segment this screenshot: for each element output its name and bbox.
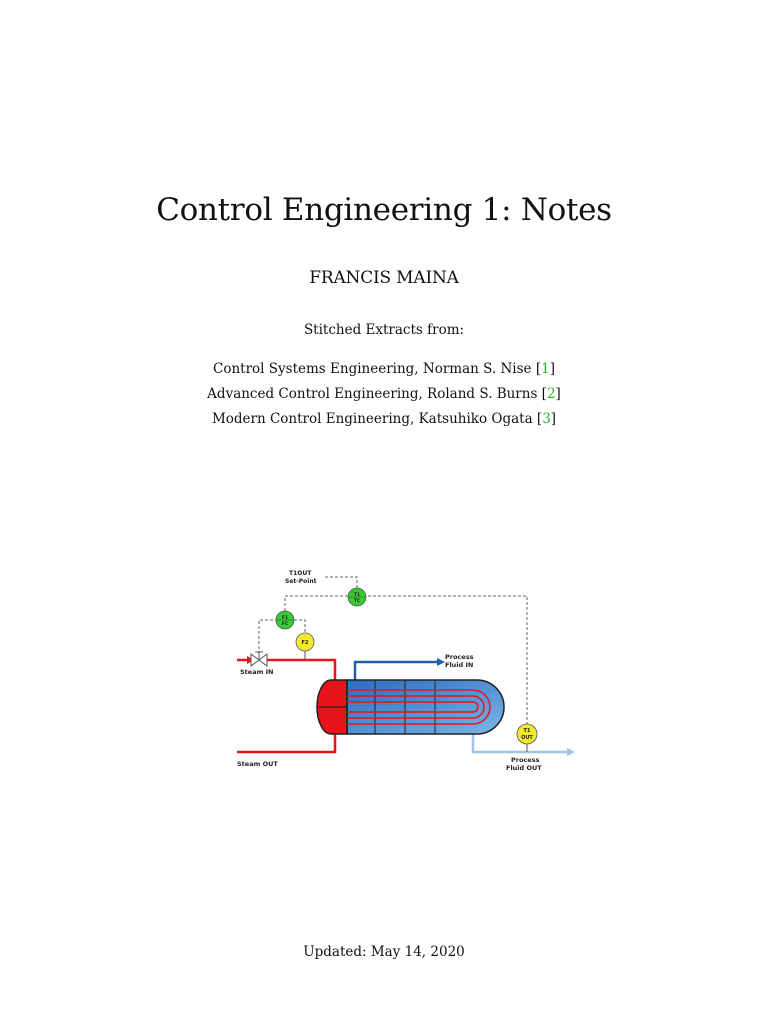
temp-transmitter-label-top: T1 <box>523 728 531 734</box>
process-out-label-1: Process <box>511 756 540 764</box>
citation-link[interactable]: 3 <box>542 411 551 427</box>
reference-item: Advanced Control Engineering, Roland S. Burns [2] <box>207 386 561 402</box>
citation-link[interactable]: 2 <box>546 386 556 402</box>
process-out-label-2: Fluid OUT <box>506 764 542 772</box>
process-in-pipe <box>355 662 439 680</box>
reference-item: Control Systems Engineering, Norman S. Nise [1] <box>213 361 555 377</box>
steam-in-label: Steam IN <box>240 668 274 676</box>
tic-label-top: T1 <box>353 593 361 598</box>
process-out-arrow-icon <box>567 748 575 756</box>
author-name: FRANCIS MAINA <box>309 268 459 288</box>
reference-text: Advanced Control Engineering, Roland S. Burns <box>207 386 538 402</box>
exchanger-shell <box>347 680 504 734</box>
flow-transmitter-label: F2 <box>301 640 309 646</box>
fic-label-top: F1 <box>281 616 289 621</box>
process-in-label-2: Fluid IN <box>445 661 474 669</box>
control-valve-icon <box>251 652 267 666</box>
stitched-extracts-heading: Stitched Extracts from: <box>303 322 465 338</box>
temp-transmitter-label-bottom: OUT <box>521 735 533 741</box>
updated-date: Updated: May 14, 2020 <box>303 944 465 960</box>
temperature-transmitter-icon <box>517 724 537 744</box>
heat-exchanger-diagram <box>229 566 579 778</box>
tic-label-bottom: TC <box>353 599 361 604</box>
process-in-label-1: Process <box>445 653 474 661</box>
document-title: Control Engineering 1: Notes <box>156 192 612 228</box>
setpoint-label-1: T1OUT <box>289 570 312 577</box>
setpoint-label-2: Set-Point <box>285 578 317 585</box>
reference-text: Modern Control Engineering, Katsuhiko Ogata <box>211 411 533 427</box>
citation-link[interactable]: 1 <box>541 361 550 377</box>
fic-label-bottom: FC <box>281 622 289 627</box>
process-in-arrow-icon <box>437 658 445 666</box>
reference-text: Control Systems Engineering, Norman S. Nise <box>213 361 532 377</box>
reference-list <box>0 357 768 432</box>
steam-out-label: Steam OUT <box>237 760 278 768</box>
reference-item: Modern Control Engineering, Katsuhiko Ogata [3] <box>211 411 557 427</box>
